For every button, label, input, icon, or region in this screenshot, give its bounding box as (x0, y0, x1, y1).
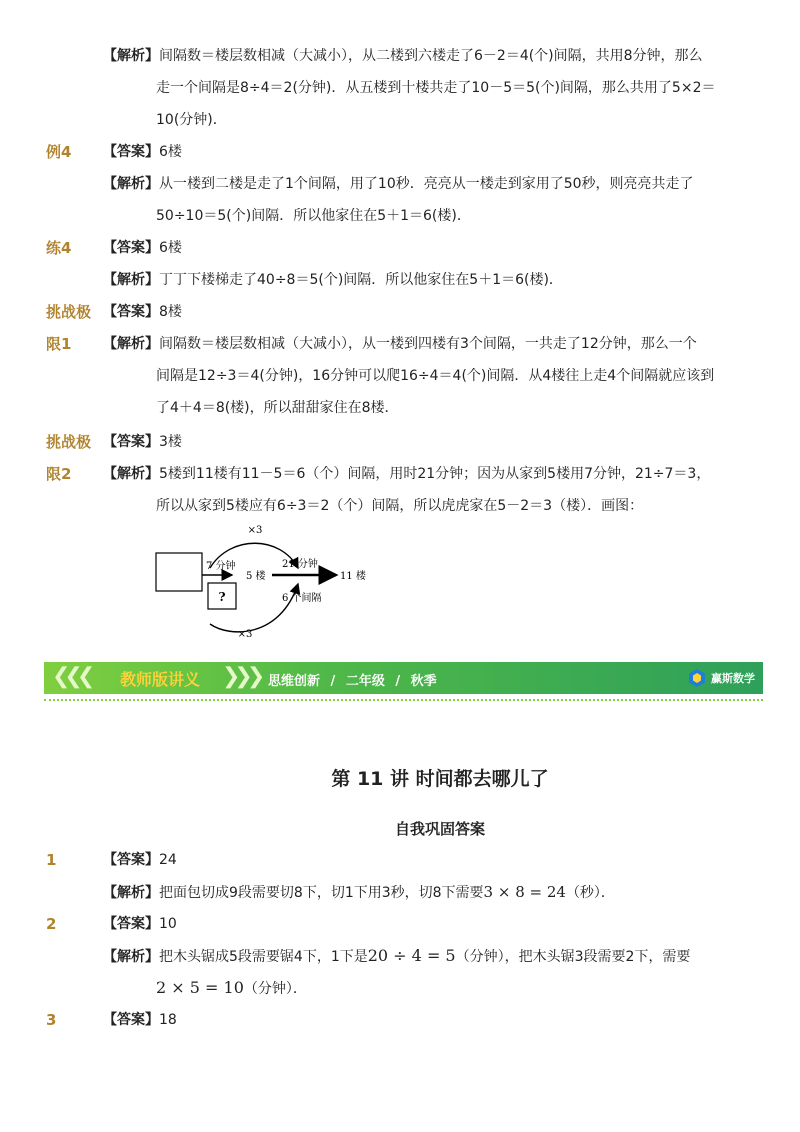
example-4-number: 例4 (46, 143, 72, 161)
min7-label: 7 分钟 (206, 561, 236, 572)
practice-4-analysis (103, 270, 563, 290)
question-2-analysis-2 (156, 978, 307, 999)
chevron-left-icon: ❮❮❮ (52, 664, 90, 689)
crumb-sep: / (395, 674, 401, 689)
answer-tag: 【答案】 (103, 916, 159, 932)
challenge-2-answer (103, 432, 182, 452)
banner-divider (44, 699, 763, 701)
unknown-mark: ? (218, 590, 226, 604)
floor11-label: 11 楼 (340, 571, 366, 582)
question-2-number: 2 (46, 915, 57, 933)
analysis-tag: 【解析】 (103, 48, 159, 64)
challenge-1-analysis-2: 间隔是12÷3＝4(分钟)，16分钟可以爬16÷4＝4(个)间隔．从4楼往上走4个间隔就应该到 (156, 368, 715, 384)
analysis-tag: 【解析】 (103, 466, 159, 482)
answer-value: 6楼 (159, 144, 182, 160)
analysis-text: 从一楼到二楼是走了1个间隔，用了10秒．亮亮从一楼走到家用了50秒，则亮亮共走了 (159, 176, 694, 192)
analysis-tag: 【解析】 (103, 176, 159, 192)
brand-logo (687, 667, 755, 689)
teacher-banner (44, 662, 763, 694)
lecture-subtitle: 自我巩固答案 (394, 820, 485, 838)
analysis-tag: 【解析】 (103, 336, 159, 352)
home-box (156, 553, 202, 591)
analysis-text: 间隔数＝楼层数相减（大减小），从一楼到四楼有3个间隔，一共走了12分钟，那么一个 (159, 336, 697, 352)
banner-title-b: 讲义 (168, 670, 201, 689)
floor5-label: 5 楼 (246, 571, 266, 582)
example-4-analysis-1 (103, 174, 694, 194)
challenge-1-number-a: 挑战极 (46, 303, 92, 321)
analysis-math: 2 × 5 = 10 (156, 978, 244, 997)
analysis-math: 20 ÷ 4 = 5 (367, 946, 456, 965)
analysis-text: 把木头锯成5段需要锯4下，1下是 (159, 949, 368, 965)
analysis-text: 5楼到11楼有11－5＝6（个）间隔，用时21分钟；因为从家到5楼用7分钟，21÷7＝3， (159, 466, 711, 482)
question-1-analysis (103, 882, 615, 903)
lecture-title: 第 11 讲 时间都去哪儿了 (331, 768, 549, 790)
challenge-2-number-b: 限2 (46, 465, 72, 483)
question-3-answer (103, 1010, 177, 1030)
example-4-analysis-2: 50÷10＝5(个)间隔．所以他家住在5＋1＝6(楼)． (156, 208, 471, 224)
answer-value: 8楼 (159, 304, 182, 320)
question-2-analysis-1 (103, 946, 690, 967)
answer-value: 3楼 (159, 434, 182, 450)
challenge-1-number-b: 限1 (46, 335, 72, 353)
analysis-tag: 【解析】 (103, 949, 159, 965)
answer-tag: 【答案】 (103, 1012, 159, 1028)
answer-tag: 【答案】 (103, 304, 159, 320)
answer-tag: 【答案】 (103, 434, 159, 450)
answer-value: 6楼 (159, 240, 182, 256)
analysis-text: 间隔数＝楼层数相减（大减小），从二楼到六楼走了6－2＝4(个)间隔，共用8分钟，那么 (159, 48, 703, 64)
question-2-answer (103, 914, 177, 934)
analysis-tag: 【解析】 (103, 272, 159, 288)
question-3-number: 3 (46, 1011, 57, 1029)
challenge-1-analysis-1 (103, 334, 697, 354)
challenge-1-answer (103, 302, 182, 322)
breadcrumb (268, 670, 437, 689)
answer-value: 24 (159, 852, 177, 868)
gaps6-label: 6 个间隔 (282, 593, 322, 604)
times-bottom-label: ×3 (237, 629, 253, 640)
crumb-sep: / (330, 674, 336, 689)
analysis-text: （分钟）． (243, 981, 307, 997)
analysis-tag: 【解析】 (103, 885, 159, 901)
analysis-math: 3 × 8 = 24 (483, 883, 566, 901)
analysis-tail: （秒）． (565, 885, 615, 901)
brand-name: 赢斯数学 (711, 672, 755, 685)
answer-value: 18 (159, 1012, 177, 1028)
challenge-2-number-a: 挑战极 (46, 433, 92, 451)
example-4-answer (103, 142, 182, 162)
top-jiexi-line-2: 走一个间隔是8÷4＝2(分钟)．从五楼到十楼共走了10－5＝5(个)间隔，那么共用了5×2＝ (156, 80, 716, 96)
challenge-1-analysis-3: 了4＋4＝8(楼)，所以甜甜家住在8楼． (156, 400, 399, 416)
analysis-text: 把面包切成9段需要切8下，切1下用3秒，切8下需要 (159, 885, 484, 901)
analysis-text-2: （分钟），把木头锯3段需要2下，需要 (455, 949, 691, 965)
top-jiexi-line-3: 10(分钟)． (156, 112, 227, 128)
banner-title-a: 教师版 (120, 670, 169, 689)
chevron-right-icon: ❯❯❯ (222, 664, 260, 689)
answer-tag: 【答案】 (103, 144, 159, 160)
floor-diagram (150, 520, 390, 645)
banner-title (120, 667, 200, 690)
brand-icon (687, 668, 707, 688)
crumb-1: 思维创新 (268, 674, 321, 689)
min21-label: 21 分钟 (282, 559, 318, 570)
question-1-answer (103, 850, 177, 870)
answer-tag: 【答案】 (103, 240, 159, 256)
crumb-3: 秋季 (410, 674, 437, 689)
challenge-2-analysis-2: 所以从家到5楼应有6÷3＝2（个）间隔，所以虎虎家在5－2＝3（楼）．画图： (156, 498, 644, 514)
crumb-2: 二年级 (345, 674, 385, 689)
challenge-2-analysis-1 (103, 464, 710, 484)
answer-tag: 【答案】 (103, 852, 159, 868)
analysis-text: 丁丁下楼梯走了40÷8＝5(个)间隔．所以他家住在5＋1＝6(楼)． (159, 272, 563, 288)
times-top-label: ×3 (247, 525, 263, 536)
practice-4-answer (103, 238, 182, 258)
practice-4-number: 练4 (46, 239, 72, 257)
answer-value: 10 (159, 916, 177, 932)
question-1-number: 1 (46, 851, 57, 869)
top-jiexi-line-1 (103, 46, 703, 66)
